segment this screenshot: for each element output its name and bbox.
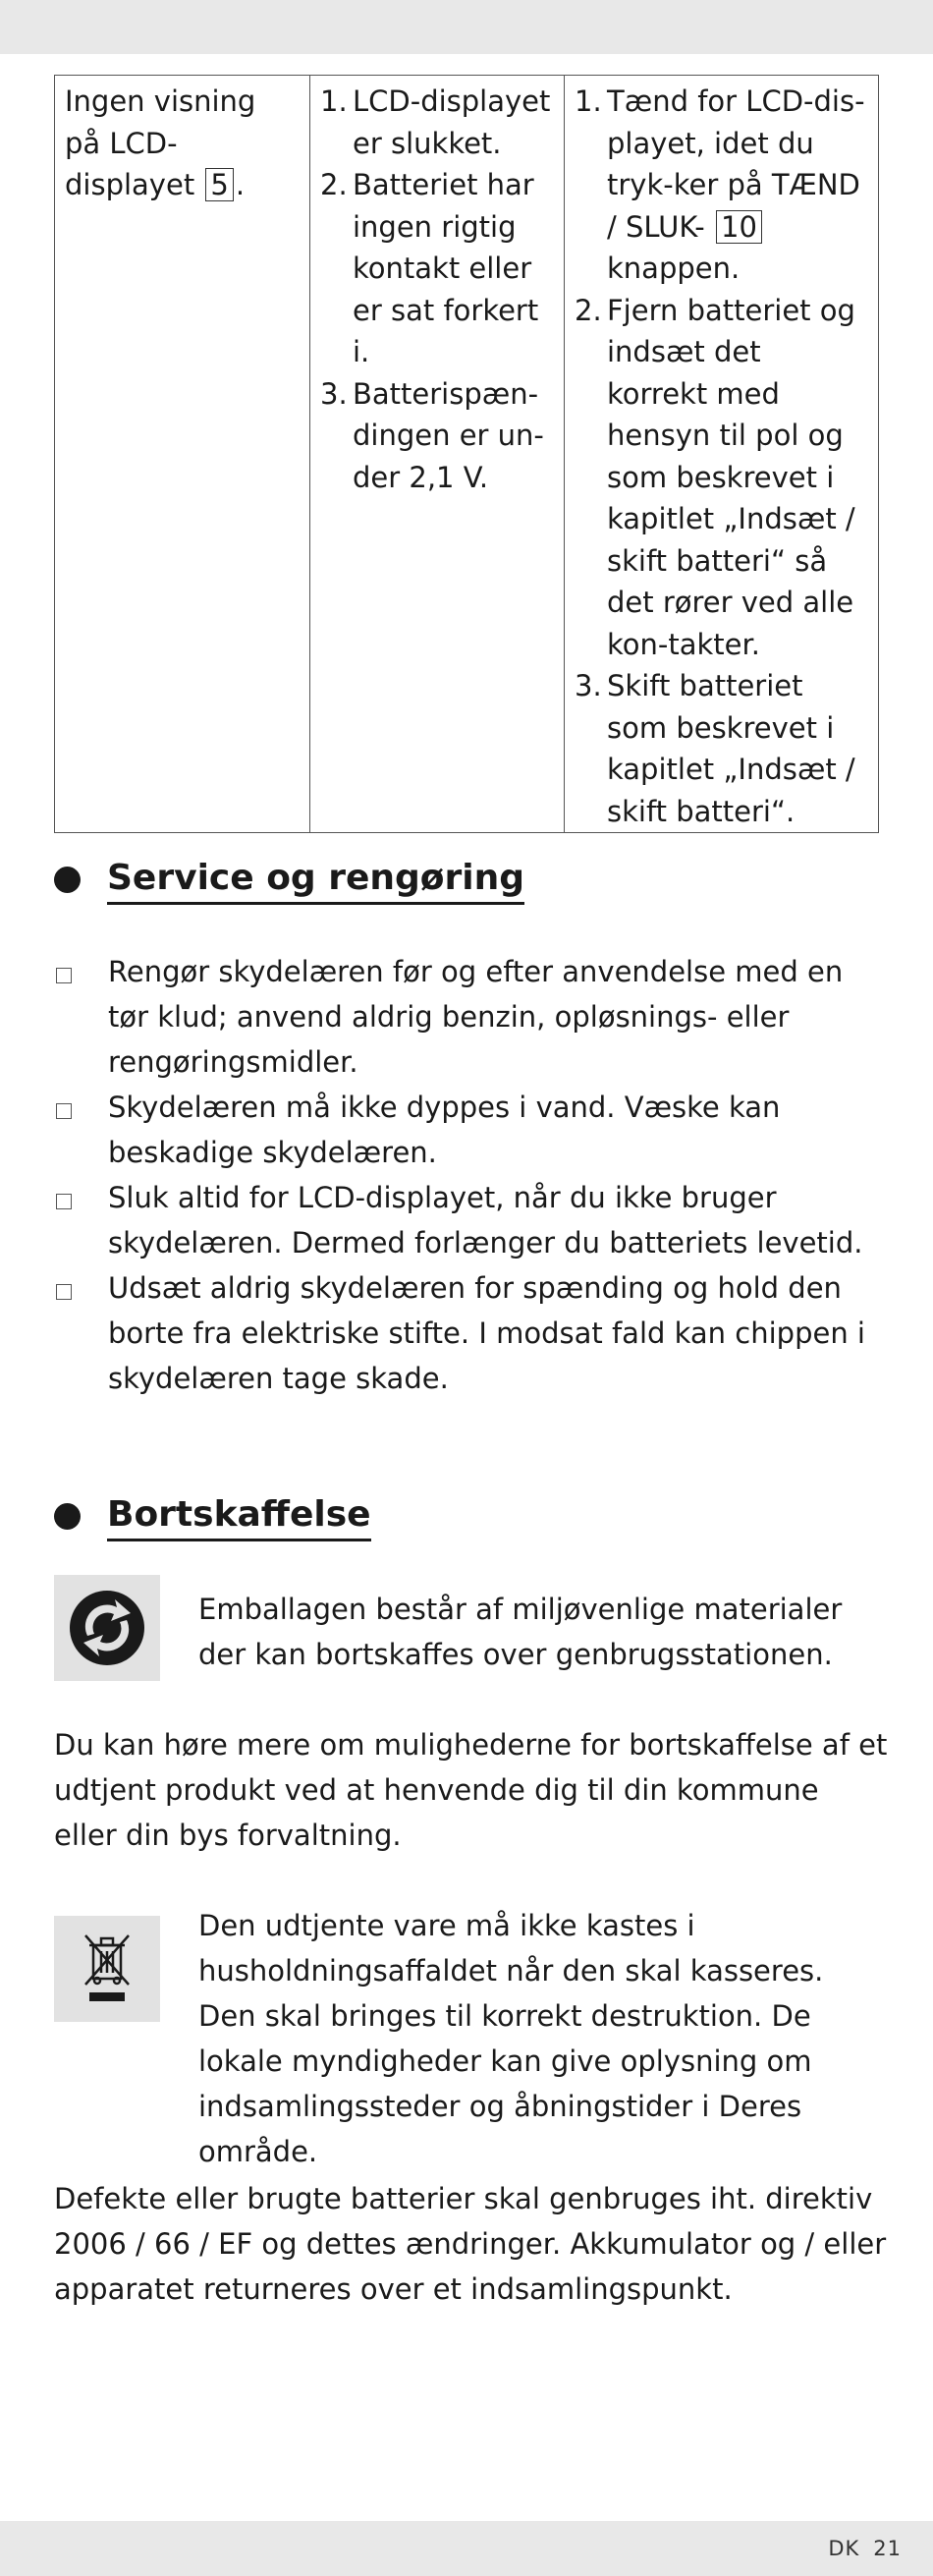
cause-list bbox=[320, 81, 554, 498]
list-item bbox=[320, 164, 554, 373]
problem-cell bbox=[55, 76, 310, 833]
tip-text: Rengør skydelæren før og efter anvendelse med en tør klud; anvend aldrig benzin, opløsnings- eller rengøringsmidler. bbox=[108, 955, 844, 1079]
solution-list bbox=[575, 81, 868, 832]
tip-text: Udsæt aldrig skydelæren for spænding og hold den borte fra elektriske stifte. I modsat fald kan chippen i skydelæren tage skade. bbox=[108, 1271, 865, 1395]
battery-disposal-paragraph: Defekte eller brugte batterier skal genbruges iht. direktiv 2006 / 66 / EF og dettes ændringer. Akkumulator og / eller apparatet returneres over et indsamlingspunkt. bbox=[54, 2182, 887, 2306]
tip-text: Skydelæren må ikke dyppes i vand. Væske kan beskadige skydelæren. bbox=[108, 1091, 781, 1169]
list-item bbox=[320, 81, 554, 164]
crossed-out-bin-icon bbox=[54, 1916, 160, 2022]
checkbox-bullet-icon bbox=[56, 1194, 72, 1209]
solution-text: Fjern batteriet og indsæt det korrekt med hensyn til pol og som beskrevet i kapitlet „Indsæt / skift batteri“ så det rører ved alle kon-takter. bbox=[607, 293, 855, 661]
footer-bar bbox=[0, 2521, 933, 2576]
list-number: 1. bbox=[320, 84, 348, 118]
tip-text: Sluk altid for LCD-displayet, når du ikke bruger skydelæren. Dermed forlænger du batteriets levetid. bbox=[108, 1181, 863, 1260]
list-item bbox=[54, 1265, 889, 1401]
solution-text: Tænd for LCD-dis-playet, idet du tryk-ker på TÆND / SLUK- bbox=[607, 84, 865, 244]
troubleshooting-table bbox=[54, 75, 879, 833]
solution-cell bbox=[565, 76, 879, 833]
heading-bullet-icon bbox=[54, 1503, 81, 1530]
list-number: 2. bbox=[575, 293, 602, 327]
heading-bullet-icon bbox=[54, 867, 81, 893]
list-item bbox=[575, 290, 868, 666]
page-footer bbox=[814, 2521, 902, 2576]
solution-text: Skift batteriet som beskrevet i kapitlet „Indsæt / skift batteri“. bbox=[607, 669, 855, 828]
section-title: Bortskaffelse bbox=[107, 1491, 371, 1541]
solution-text-end: knappen. bbox=[607, 252, 741, 285]
list-number: 3. bbox=[575, 669, 602, 702]
service-tips-list bbox=[54, 949, 889, 1401]
list-number: 1. bbox=[575, 84, 602, 118]
cause-text: Batterispæn-dingen er un-der 2,1 V. bbox=[353, 376, 544, 494]
packaging-text: Emballagen består af miljøvenlige materialer der kan bortskaffes over genbrugsstationen. bbox=[198, 1593, 843, 1671]
list-item bbox=[54, 949, 889, 1085]
checkbox-bullet-icon bbox=[56, 1284, 72, 1300]
list-item bbox=[54, 1085, 889, 1175]
list-item bbox=[320, 373, 554, 499]
language-code: DK bbox=[828, 2537, 860, 2560]
service-heading bbox=[54, 850, 524, 909]
cause-text: LCD-displayet er slukket. bbox=[353, 84, 551, 160]
disposal-heading bbox=[54, 1486, 371, 1545]
section-title: Service og rengøring bbox=[107, 855, 524, 905]
weee-text: Den udtjente vare må ikke kastes i husholdningsaffaldet når den skal kasseres. Den skal bringes til korrekt destruktion. De lokale myndigheder kan give oplysning om indsamlingssteder og åbningstider i Deres område. bbox=[198, 1909, 824, 2168]
table-row bbox=[55, 76, 879, 833]
list-item bbox=[575, 665, 868, 832]
top-bar bbox=[0, 0, 933, 54]
cause-text: Batteriet har ingen rigtig kontakt eller er sat forkert i. bbox=[353, 168, 539, 368]
problem-end: . bbox=[235, 168, 246, 201]
list-number: 3. bbox=[320, 376, 348, 411]
page-number: 21 bbox=[873, 2537, 902, 2560]
list-item bbox=[54, 1175, 889, 1265]
disposal-info-paragraph: Du kan høre mere om mulighederne for bortskaffelse af et udtjent produkt ved at henvende dig til din kommune eller din bys forvaltning. bbox=[54, 1728, 888, 1852]
problem-text: Ingen visning på LCD-displayet bbox=[65, 84, 256, 201]
list-item bbox=[575, 81, 868, 290]
button-ref-number: 10 bbox=[716, 210, 762, 244]
cause-cell bbox=[310, 76, 565, 833]
list-number: 2. bbox=[320, 168, 348, 201]
checkbox-bullet-icon bbox=[56, 1103, 72, 1119]
checkbox-bullet-icon bbox=[56, 968, 72, 983]
recycling-icon bbox=[54, 1575, 160, 1681]
display-ref-number: 5 bbox=[205, 168, 233, 201]
